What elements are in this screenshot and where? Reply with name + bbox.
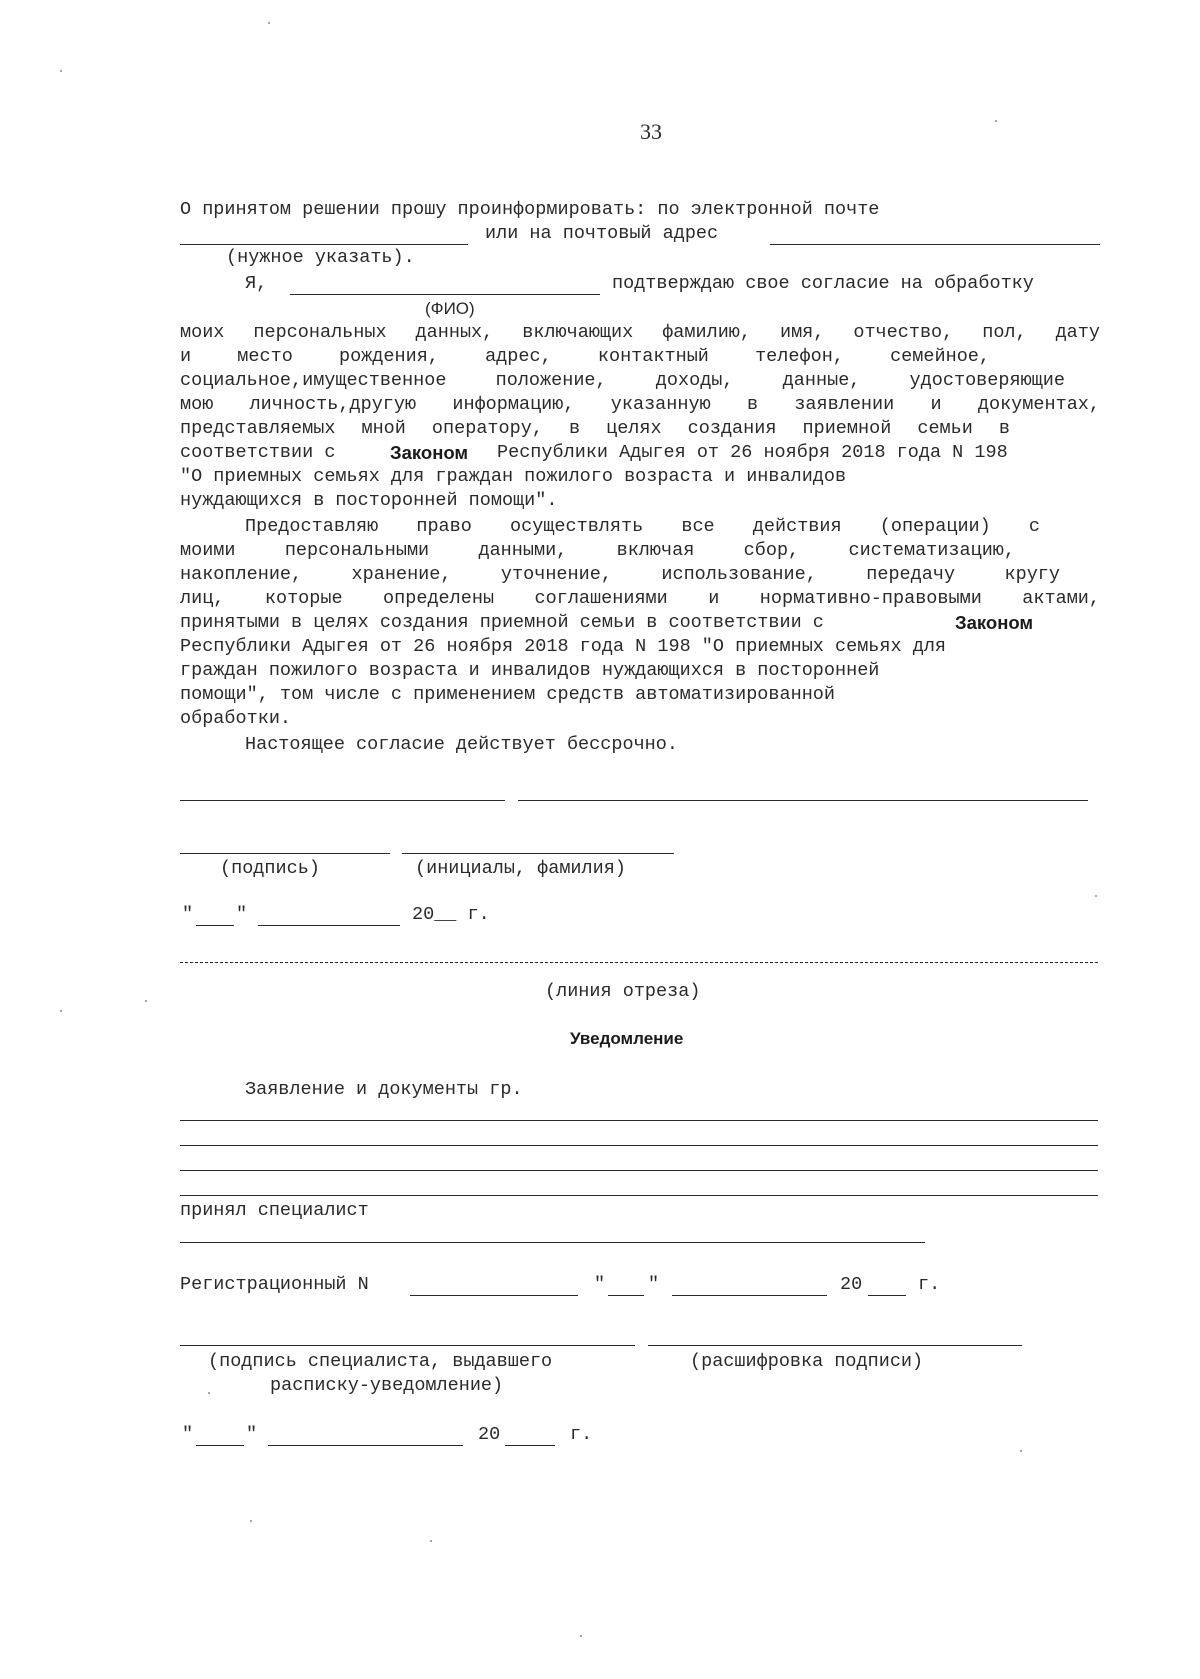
blank-line-right[interactable]: [518, 800, 1088, 801]
p1-line-8: нуждающихся в посторонней помощи".: [180, 490, 558, 511]
reg-year-line[interactable]: [868, 1295, 906, 1296]
date-quote-open: ": [182, 904, 194, 925]
scan-speck: [995, 120, 997, 122]
p3-line: Настоящее согласие действует бессрочно.: [245, 734, 678, 755]
page-number: 33: [640, 119, 662, 144]
p1-line-5: представляемых мной оператору, в целях создания приемной семьи в: [180, 418, 1010, 439]
accepted-by-label: принял специалист: [180, 1200, 369, 1221]
notice-blank-line-2[interactable]: [180, 1145, 1098, 1146]
p1-line-6-b: Республики Адыгея от 26 ноября 2018 года N 198: [497, 442, 1008, 463]
specialist-signature-caption-2: расписку-уведомление): [270, 1375, 504, 1396]
registration-label: Регистрационный N: [180, 1274, 369, 1295]
specialist-field-line[interactable]: [180, 1242, 925, 1243]
final-quote-close: ": [246, 1424, 258, 1445]
scan-speck: [60, 1010, 62, 1012]
consent-confirm: подтверждаю свое согласие на обработку: [612, 273, 1034, 294]
p1-line-4: мою личность,другую информацию, указанную в заявлении и документах,: [180, 394, 1100, 415]
reg-quote-open: ": [594, 1274, 606, 1295]
signature-decode-caption: (расшифровка подписи): [690, 1351, 924, 1372]
final-year-line[interactable]: [505, 1445, 555, 1446]
p1-line-1: моих персональных данных, включающих фамилию, имя, отчество, пол, дату: [180, 322, 1100, 343]
signature-decode-line[interactable]: [648, 1345, 1022, 1346]
specialist-signature-line[interactable]: [180, 1345, 635, 1346]
scan-speck: [250, 1520, 252, 1522]
law-word-1: Законом: [390, 442, 469, 463]
p1-line-7: "О приемных семьях для граждан пожилого возраста и инвалидов: [180, 466, 847, 487]
notice-docs-line: Заявление и документы гр.: [245, 1079, 523, 1100]
consent-ya: Я,: [245, 273, 268, 294]
scan-speck: [430, 1540, 432, 1542]
scan-speck: [1095, 895, 1097, 897]
final-year: 20: [478, 1424, 501, 1445]
notice-title: Уведомление: [570, 1029, 684, 1048]
fio-field-line[interactable]: [290, 294, 600, 295]
p2-line-3: накопление, хранение, уточнение, использование, передачу кругу: [180, 564, 1060, 585]
date-month-line[interactable]: [258, 925, 400, 926]
p1-line-6-a: соответствии с: [180, 442, 336, 463]
cut-dashed-line: [180, 962, 1098, 963]
p2-line-5-a: принятыми в целях создания приемной семьи в соответствии с: [180, 612, 824, 633]
scan-speck: [60, 70, 62, 72]
reg-year: 20: [840, 1274, 863, 1295]
reg-month-line[interactable]: [672, 1295, 827, 1296]
initials-field-line[interactable]: [402, 853, 674, 854]
notice-blank-line-3[interactable]: [180, 1170, 1098, 1171]
final-day-line[interactable]: [196, 1445, 244, 1446]
cut-line-caption: (линия отреза): [545, 981, 701, 1002]
scan-speck: [268, 22, 270, 24]
p1-line-2: и место рождения, адрес, контактный телефон, семейное,: [180, 346, 990, 367]
reg-quote-close: ": [648, 1274, 660, 1295]
p2-line-9: обработки.: [180, 708, 292, 729]
p2-line-6: Республики Адыгея от 26 ноября 2018 года N 198 "О приемных семьях для: [180, 636, 947, 657]
intro-line-3: (нужное указать).: [226, 247, 415, 268]
signature-field-line[interactable]: [180, 853, 390, 854]
p2-line-4: лиц, которые определены соглашениями и нормативно-правовыми актами,: [180, 588, 1100, 609]
final-month-line[interactable]: [268, 1445, 463, 1446]
signature-caption: (подпись): [220, 858, 320, 879]
p2-line-1: Предоставляю право осуществлять все действия (операции) с: [245, 516, 1040, 537]
initials-caption: (инициалы, фамилия): [415, 858, 626, 879]
date-quote-close: ": [236, 904, 248, 925]
notice-blank-line-1[interactable]: [180, 1120, 1098, 1121]
intro-line-2: или на почтовый адрес: [485, 223, 719, 244]
date-year: 20__ г.: [412, 904, 490, 925]
fio-caption: (ФИО): [425, 299, 475, 318]
scan-speck: [145, 1000, 147, 1002]
specialist-signature-caption-1: (подпись специалиста, выдавшего: [208, 1351, 553, 1372]
p2-line-2: моими персональными данными, включая сбор, систематизацию,: [180, 540, 1015, 561]
scan-speck: [1020, 1450, 1022, 1452]
email-field-line[interactable]: [180, 244, 468, 245]
p1-line-3: социальное,имущественное положение, доходы, данные, удостоверяющие: [180, 370, 1065, 391]
reg-year-suffix: г.: [918, 1274, 941, 1295]
scan-speck: [208, 1392, 210, 1394]
scan-speck: [580, 1635, 582, 1637]
postal-address-field-line[interactable]: [770, 244, 1100, 245]
p2-line-8: помощи", том числе с применением средств автоматизированной: [180, 684, 836, 705]
blank-line-left[interactable]: [180, 800, 505, 801]
date-day-line[interactable]: [196, 925, 234, 926]
law-word-2: Законом: [955, 612, 1034, 633]
p2-line-7: граждан пожилого возраста и инвалидов нуждающихся в посторонней: [180, 660, 880, 681]
registration-number-line[interactable]: [410, 1295, 578, 1296]
reg-day-line[interactable]: [608, 1295, 644, 1296]
notice-blank-line-4[interactable]: [180, 1195, 1098, 1196]
final-year-suffix: г.: [570, 1424, 593, 1445]
final-quote-open: ": [182, 1424, 194, 1445]
intro-line-1: О принятом решении прошу проинформировать: по электронной почте: [180, 199, 880, 220]
